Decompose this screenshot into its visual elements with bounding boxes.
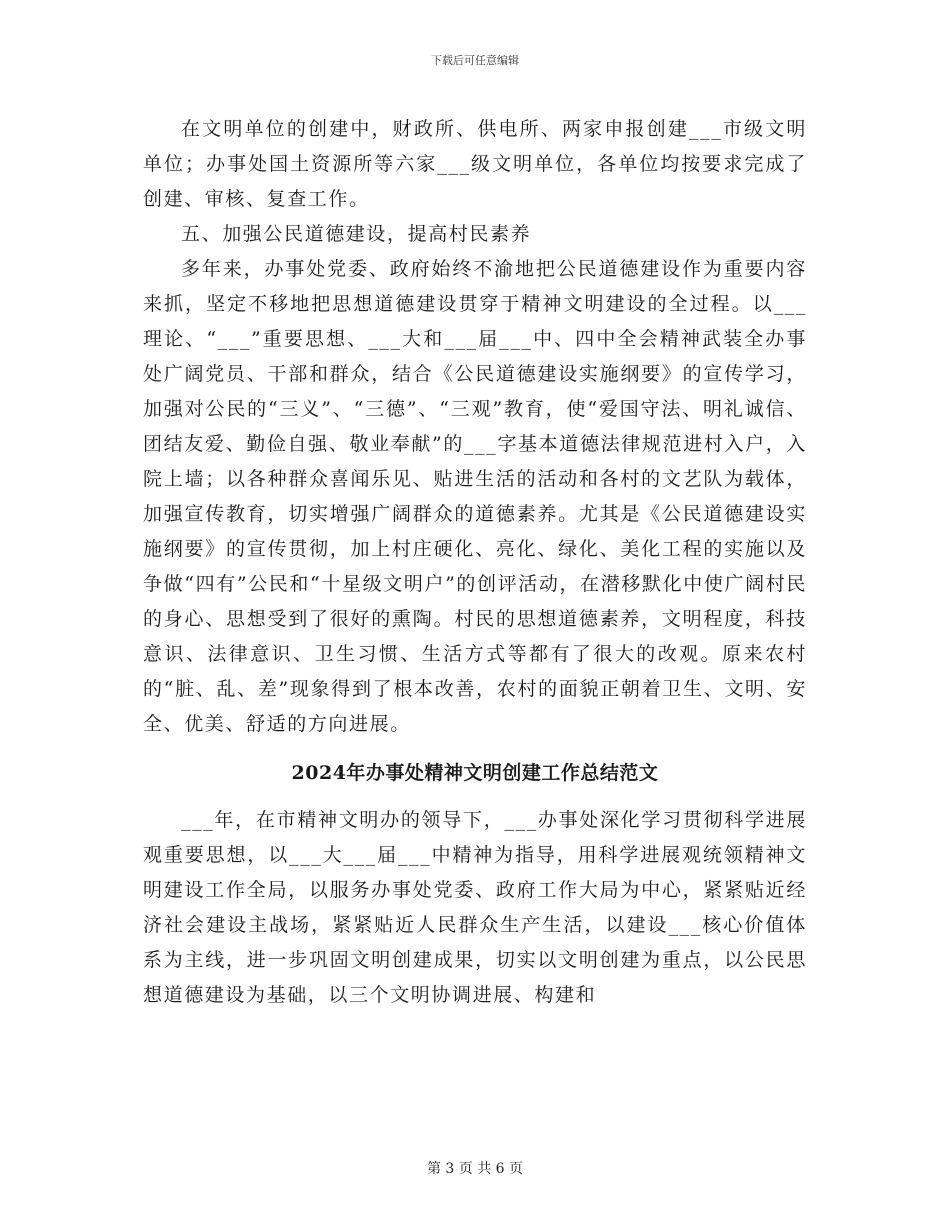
- paragraph-moral-construction: 多年来，办事处党委、政府始终不渝地把公民道德建设作为重要内容来抓，坚定不移地把思想道德建设贯穿于精神文明建设的全过程。以___理论、“___”重要思想、___大和___届___中、四中全会精神武装全办事处广阔党员、干部和群众，结合《公民道德建设实施纲要》的宣传学习，加强对公民的“三义”、“三德”、“三观”教育，使“爱国守法、明礼诚信、团结友爱、勤俭自强、敬业奉献”的___字基本道德法律规范进村入户，入院上墙；以各种群众喜闻乐见、贴进生活的活动和各村的文艺队为载体，加强宣传教育，切实增强广阔群众的道德素养。尤其是《公民道德建设实施纲要》的宣传贯彻，加上村庄硬化、亮化、绿化、美化工程的实施以及争做“四有”公民和“十星级文明户”的创评活动，在潜移默化中使广阔村民的身心、思想受到了很好的熏陶。村民的思想道德素养，文明程度，科技意识、法律意识、卫生习惯、生活方式等都有了很大的改观。原来农村的“脏、乱、差”现象得到了根本改善，农村的面貌正朝着卫生、文明、安全、优美、舒适的方向进展。: [143, 258, 807, 735]
- page-header-note: 下载后可任意编辑: [431, 54, 519, 67]
- paragraph-summary-intro: ___年，在市精神文明办的领导下，___办事处深化学习贯彻科学进展观重要思想，以___大___届___中精神为指导，用科学进展观统领精神文明建设工作全局，以服务办事处党委、政府工作大局为中心，紧紧贴近经济社会建设主战场，紧紧贴近人民群众生产生活，以建设___核心价值体系为主线，进一步巩固文明创建成果，切实以文明创建为重点，以公民思想道德建设为基础，以三个文明协调进展、构建和: [143, 809, 807, 1006]
- section-heading-five: 五、加强公民道德建设，提高村民素养: [181, 223, 532, 245]
- document-body: [143, 112, 807, 1013]
- page-number: 第 3 页 共 6 页: [426, 1161, 524, 1177]
- paragraph-civilized-units: 在文明单位的创建中，财政所、供电所、两家申报创建___市级文明单位；办事处国土资源所等六家___级文明单位，各单位均按要求完成了创建、审核、复查工作。: [143, 118, 807, 210]
- document-title: 2024年办事处精神文明创建工作总结范文: [291, 762, 659, 784]
